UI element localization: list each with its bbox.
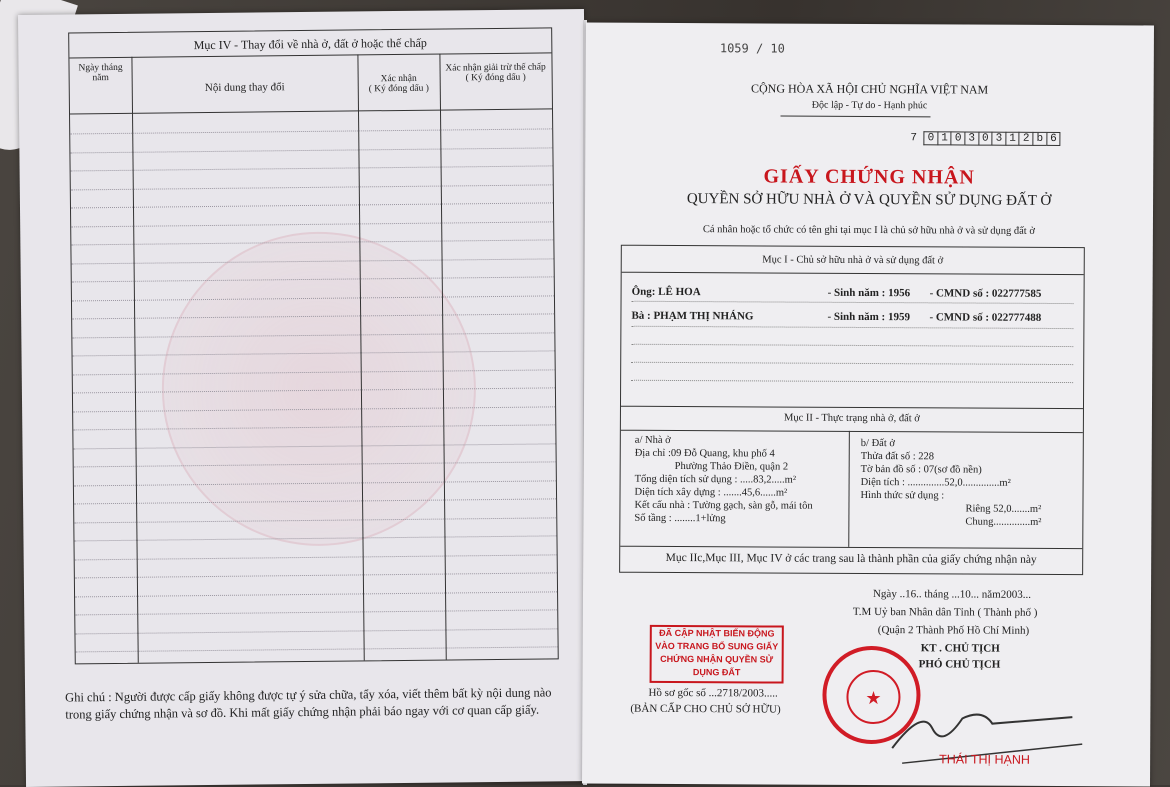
table-row [75, 572, 557, 578]
table-row [71, 221, 553, 227]
table-row [73, 424, 555, 430]
table-row [72, 258, 554, 264]
motto: Độc lập - Tự do - Hạnh phúc [811, 99, 928, 112]
table-row [70, 128, 552, 134]
table-row [74, 498, 556, 504]
update-stamp: ĐÃ CẬP NHẬT BIẾN ĐỘNG VÀO TRANG BỔ SUNG GIẤY CHỨNG NHẬN QUYỀN SỬ DỤNG ĐẤT [650, 625, 784, 684]
origin-number: Hồ sơ gốc số ...2718/2003..... [648, 686, 778, 700]
certificate-box [619, 245, 1085, 575]
table-row [74, 535, 556, 541]
section-1-title: Mục I - Chủ sở hữu nhà ở và sử dụng đất ở [762, 254, 944, 267]
table-row [75, 591, 557, 597]
table-row [74, 517, 556, 523]
col-release-header: Xác nhận giải trừ thế chấp ( Ký đóng dấu ) [445, 62, 546, 84]
table-row [73, 406, 555, 412]
serial-number: 7 0 1 0 3 0 3 1 2 b 6 [910, 131, 1060, 146]
serial-digit: 6 [1046, 132, 1061, 146]
certificate-subtitle: QUYỀN SỞ HỮU NHÀ Ở VÀ QUYỀN SỬ DỤNG ĐẤT Ở [686, 191, 1052, 209]
table-row [75, 609, 557, 615]
serial-digit: 0 [978, 132, 992, 146]
table-row [73, 350, 555, 356]
col-content-header: Nội dung thay đổi [204, 81, 285, 95]
vice-title: PHÓ CHỦ TỊCH [918, 658, 1001, 671]
handwritten-number: 1059 / 10 [719, 41, 785, 56]
serial-digit: 0 [951, 131, 965, 145]
signer-name: THÁI THỊ HẠNH [939, 752, 1030, 767]
right-page [582, 23, 1154, 787]
authority-line: T.M Uỷ ban Nhân dân Tỉnh ( Thành phố ) [852, 605, 1038, 619]
intro-text: Cá nhân hoặc tổ chức có tên ghi tại mục I là chủ sở hữu nhà ở và sử dụng đất ở [702, 224, 1035, 237]
serial-digit: 1 [937, 131, 951, 145]
table-row [71, 239, 553, 245]
serial-digit: 3 [992, 132, 1006, 146]
certificate-title: GIẤY CHỨNG NHẬN [763, 165, 975, 189]
col-date-header: Ngày tháng năm [78, 62, 123, 84]
table-row [72, 276, 554, 282]
table-title: Mục IV - Thay đổi về nhà ở, đất ở hoặc thế chấp [69, 28, 551, 58]
serial-digit: 3 [964, 132, 978, 146]
left-page [18, 9, 592, 787]
footnote: Ghi chú : Người được cấp giấy không được tự ý sửa chữa, tẩy xóa, viết thêm bất kỳ nội dung nào trong giấy chứng nhận và sơ đồ. Khi mất giấy chứng nhận phải báo ngay với cơ quan cấp giấy. [65, 685, 552, 722]
table-row [75, 628, 557, 634]
nation-header: CỘNG HÒA XÃ HỘI CHỦ NGHĨA VIỆT NAM [750, 81, 989, 97]
change-log-table [68, 27, 559, 664]
house-info: a/ Nhà ở Địa chỉ :09 Đỗ Quang, khu phố 4 Phường Thảo Điền, quận 2 Tổng diện tích sử dụng : .....83,2.....m² Diện tích xây dựng : .......45,6......m² Kết cấu nhà : Tường gạch, sàn gỗ, mái tôn Số tầng : ........1+lửng [634, 434, 813, 525]
table-row [71, 184, 553, 190]
col-confirm-header: Xác nhận ( Ký đóng dấu ) [368, 73, 429, 95]
copy-note: (BẢN CẤP CHO CHỦ SỞ HỮU) [630, 702, 781, 716]
table-row [70, 147, 552, 153]
table-row [71, 165, 553, 171]
table-row [74, 461, 556, 467]
table-row [71, 202, 553, 208]
table-row [75, 554, 557, 560]
kt-title: KT . CHỦ TỊCH [920, 642, 1000, 655]
owner-2: Bà : PHẠM THỊ NHÁNG - Sinh năm : 1959 - CMND số : 022777488 [631, 309, 1042, 324]
land-info: b/ Đất ở Thửa đất số : 228 Tờ bản đồ số : 07(sơ đồ nền) Diện tích : ..............52,0..............m² Hình thức sử dụng : Riêng 52,0.......m² Chung..............m² [860, 437, 1042, 528]
official-seal-icon: ★ [822, 646, 921, 745]
table-row [72, 295, 554, 301]
box-footer: Mục IIc,Mục III, Mục IV ở các trang sau là thành phần của giấy chứng nhận này [665, 551, 1037, 566]
serial-digit: b [1032, 132, 1046, 146]
section-2-title: Mục II - Thực trạng nhà ở, đất ở [783, 412, 920, 425]
table-row [72, 313, 554, 319]
serial-digit: 2 [1019, 132, 1033, 146]
serial-digit: 0 [924, 131, 938, 145]
table-row [74, 443, 556, 449]
issue-date: Ngày ..16.. tháng ...10... năm2003... [872, 588, 1031, 601]
authority-district: (Quận 2 Thành Phố Hồ Chí Minh) [877, 624, 1030, 637]
table-row [73, 369, 555, 375]
table-row [73, 387, 555, 393]
table-row [74, 480, 556, 486]
table-row [76, 646, 558, 652]
table-row [72, 332, 554, 338]
owner-1: Ông: LÊ HOA - Sinh năm : 1956 - CMND số : 022777585 [631, 285, 1042, 300]
serial-digit: 1 [1005, 132, 1019, 146]
